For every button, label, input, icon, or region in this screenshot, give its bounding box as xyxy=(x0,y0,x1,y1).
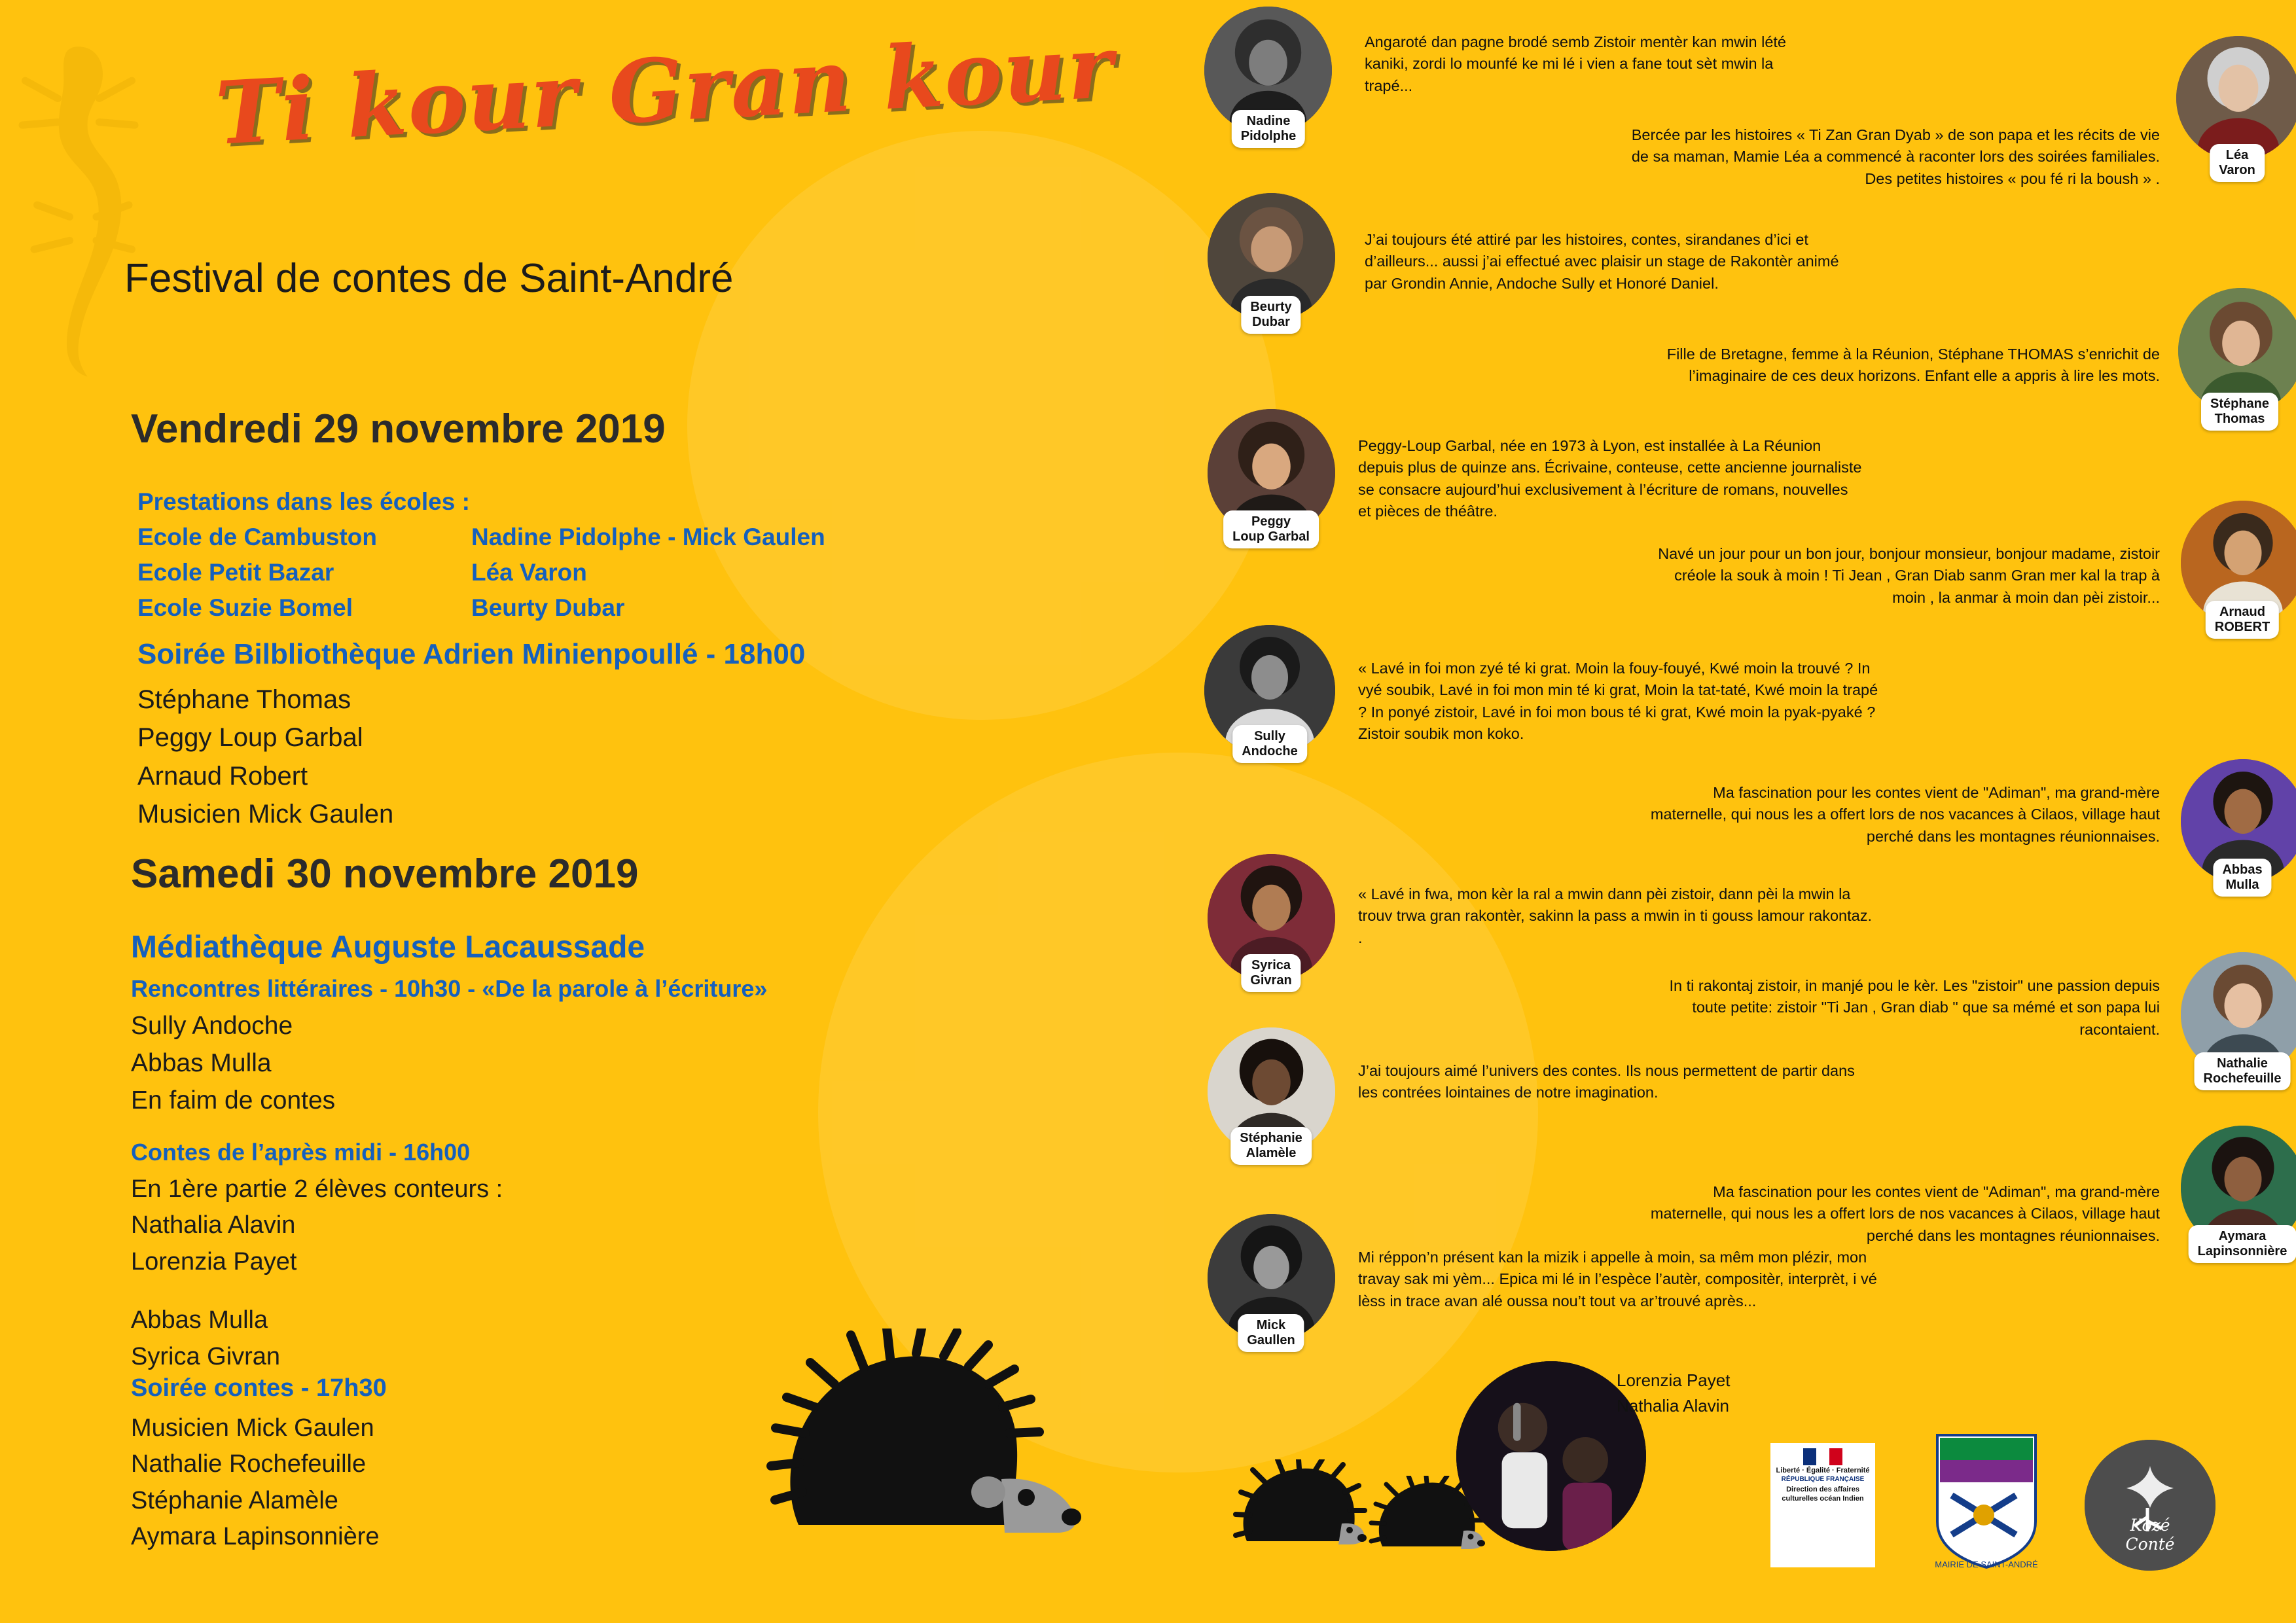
koze-conte-text xyxy=(2085,1516,2215,1554)
literary-meetings-label: Rencontres littéraires - 10h30 - «De la parole à l’écriture» xyxy=(131,975,768,1002)
caption-line-2: Mulla xyxy=(2225,878,2259,892)
quote-syrica-givran: « Lavé in fwa, mon kèr la ral a mwin dann pèi zistoir, dann pèi la mwin la trouv trwa gran rakontèr, sakinn la pass a mwin in ti gouss lamour rakontaz. . xyxy=(1358,885,1873,946)
caption-line-2: Gaullen xyxy=(1247,1333,1295,1347)
poster-title: Ti kour Gran kour xyxy=(213,16,1117,165)
caption-line-2: Rochefeuille xyxy=(2203,1071,2282,1086)
quote-lea-varon: Bercée par les histoires « Ti Zan Gran Dyab » de son papa et les récits de vie de sa maman, Mamie Léa a commencé à raconter lors des soirées familiales. Des petites histoires « pou fé ri la boush » . xyxy=(1631,126,2160,187)
caption-line-2: Andoche xyxy=(1242,744,1298,758)
school-artists: Beurty Dubar xyxy=(471,594,625,622)
caption-line-1: Aymara xyxy=(2218,1229,2267,1243)
artist-line: En faim de contes xyxy=(131,1086,336,1115)
quote-abbas-mulla: Ma fascination pour les contes vient de "Adiman", ma grand-mère maternelle, qui nous les a offert lors de nos vacances à Cilaos, village haut perché dans les montagnes réunionnaises. xyxy=(1650,784,2160,845)
caption-line-1: Stéphane xyxy=(2210,397,2270,411)
artist-line: Nathalie Rochefeuille xyxy=(131,1450,367,1478)
caption-line-1: Peggy xyxy=(1251,514,1291,529)
poster-subtitle: Festival de contes de Saint-André xyxy=(124,256,734,301)
caption-line-2: ROBERT xyxy=(2214,620,2270,634)
library-evening-label: Soirée Bilbliothèque Adrien Minienpoullé - 18h00 xyxy=(137,638,806,670)
caption-line-1: Nathalie xyxy=(2217,1056,2268,1071)
artist-line: Stéphane Thomas xyxy=(137,685,351,714)
caption-line-1: Beurty xyxy=(1250,300,1292,314)
crest-caption: MAIRIE DE SAINT-ANDRÉ xyxy=(1935,1560,2038,1569)
french-flag-icon xyxy=(1803,1448,1842,1465)
rf-motto: Liberté · Égalité · Fraternité xyxy=(1776,1467,1870,1474)
portrait-caption-syrica-givran xyxy=(1241,954,1300,992)
library-evening-lines xyxy=(137,681,923,834)
portrait-caption-peggy-loup-garbal xyxy=(1223,510,1319,548)
school-name: Ecole Suzie Bomel xyxy=(137,594,353,622)
quote-arnaud-robert: Navé un jour pour un bon jour, bonjour monsieur, bonjour madame, zistoir créole la souk à moin ! Ti Jean , Gran Diab sanm Gran mer kal la trap à moin , la anmar à moin dan pèi zistoir... xyxy=(1658,545,2160,606)
caption-line-1: Arnaud xyxy=(2219,605,2265,619)
schools-block xyxy=(137,484,1119,626)
portrait-caption-abbas-mulla xyxy=(2213,859,2271,897)
quote-stephanie-alamele: J’ai toujours aimé l’univers des contes. Ils nous permettent de partir dans les contrées lointaines de notre imagination. xyxy=(1358,1062,1855,1101)
koze-line-2: Conté xyxy=(2125,1535,2175,1554)
artist-line: En 1ère partie 2 élèves conteurs : xyxy=(131,1175,503,1203)
caption-line-1: Sully xyxy=(1254,729,1285,743)
caption-line-2: Thomas xyxy=(2214,412,2265,426)
quote-mick-gaullen: Mi réppon’n présent kan la mizik i appelle à moin, sa mêm mon plézir, mon travay sak mi yèm... Epica mi lé in l’espèce l’autèr, compositèr, interprèt, i vé lèss in trace avan alé oussa nou’t tout va ar’trouvé après... xyxy=(1358,1249,1877,1310)
artist-line: Peggy Loup Garbal xyxy=(137,723,363,753)
school-name: Ecole de Cambuston xyxy=(137,524,377,551)
portrait-lea-varon xyxy=(2176,36,2296,160)
quote-beurty-dubar: J’ai toujours été attiré par les histoires, contes, sirandanes d’ici et d’ailleurs... aussi j’ai effectué avec plaisir un stage de Rakontèr animé par Grondin Annie, Andoche Sully et Honoré Daniel. xyxy=(1365,231,1839,292)
caption-line-2: Lapinsonnière xyxy=(2197,1244,2287,1258)
school-artists: Nadine Pidolphe - Mick Gaulen xyxy=(471,524,825,551)
portrait-caption-mick-gaullen xyxy=(1238,1314,1304,1352)
logo-republique-francaise xyxy=(1770,1443,1875,1567)
caption-line-2: Varon xyxy=(2219,163,2255,177)
portrait-caption-beurty-dubar xyxy=(1241,296,1300,334)
day-heading-saturday: Samedi 30 novembre 2019 xyxy=(131,851,639,897)
caption-line-2: Givran xyxy=(1250,973,1292,988)
portrait-caption-stephane-thomas xyxy=(2201,393,2278,431)
artist-line: Syrica Givran xyxy=(131,1342,281,1370)
koze-line-1: Kozé xyxy=(2130,1516,2170,1535)
artist-line: Sully Andoche xyxy=(131,1012,293,1040)
caption-line-2: Dubar xyxy=(1252,315,1290,329)
artist-line: Stéphanie Alamèle xyxy=(131,1486,338,1514)
caption-line-1: Syrica xyxy=(1251,958,1291,972)
caption-line-1: Nadine xyxy=(1246,114,1291,128)
artist-line: Musicien Mick Gaulen xyxy=(131,1414,374,1442)
evening-tales-label: Soirée contes - 17h30 xyxy=(131,1374,387,1402)
caption-line-1: Mick xyxy=(1256,1318,1286,1332)
venue-mediatheque: Médiathèque Auguste Lacaussade xyxy=(131,930,645,965)
portrait-caption-arnaud-robert xyxy=(2206,601,2279,639)
hedgehog-illustration-large xyxy=(753,1329,1093,1544)
quote-stephane-thomas: Fille de Bretagne, femme à la Réunion, Stéphane THOMAS s’enrichit de l’imaginaire de ces deux horizons. Enfant elle a appris à lire les mots. xyxy=(1666,346,2160,385)
caption-line-2: Loup Garbal xyxy=(1232,529,1310,544)
portrait-caption-nathalie-rochefeuille xyxy=(2195,1052,2291,1090)
portrait-caption-stephanie-alamele xyxy=(1230,1127,1312,1165)
logo-koze-conte xyxy=(2085,1440,2215,1571)
artist-line: Aymara Lapinsonnière xyxy=(131,1523,380,1551)
portrait-caption-nadine-pidolphe xyxy=(1232,110,1305,148)
quote-aymara-lapinsonniere: Ma fascination pour les contes vient de "Adiman", ma grand-mère maternelle, qui nous les a offert lors de nos vacances à Cilaos, village haut perché dans les montagnes réunionnaises. xyxy=(1650,1183,2160,1244)
caption-line-1: Stéphanie xyxy=(1240,1131,1302,1145)
caption-line-1: Abbas xyxy=(2222,863,2263,877)
stage-name: Nathalia Alavin xyxy=(1617,1396,1729,1416)
artist-line: Abbas Mulla xyxy=(131,1306,268,1334)
caption-line-1: Léa xyxy=(2225,148,2249,162)
artist-line: Lorenzia Payet xyxy=(131,1247,297,1275)
schools-label: Prestations dans les écoles : xyxy=(137,488,470,515)
caption-line-2: Alamèle xyxy=(1246,1146,1297,1160)
quote-sully-andoche: « Lavé in foi mon zyé té ki grat. Moin la fouy-fouyé, Kwé moin la trouvé ? In vyé soubik, Lavé in foi mon min té ki grat, Moin la tat-taté, Kwé moin la trapé ? In ponyé zistoir, Lavé in foi mon bous té ki grat, Kwé moin la pyak-pyaké ? Zistoir soubik mon koko. xyxy=(1358,660,1878,743)
artist-line: Nathalia Alavin xyxy=(131,1211,296,1240)
stage-name: Lorenzia Payet xyxy=(1617,1370,1731,1390)
stage-names xyxy=(1617,1368,1730,1419)
school-name: Ecole Petit Bazar xyxy=(137,559,334,586)
artist-line: Musicien Mick Gaulen xyxy=(137,800,394,829)
rf-text: Direction des affaires culturelles océan Indien xyxy=(1782,1486,1864,1503)
spacer xyxy=(131,1280,916,1302)
artist-line: Abbas Mulla xyxy=(131,1048,272,1077)
afternoon-tales-label: Contes de l’après midi - 16h00 xyxy=(131,1139,471,1166)
portrait-caption-lea-varon xyxy=(2210,144,2265,182)
caption-line-2: Pidolphe xyxy=(1240,129,1297,143)
artist-line: Arnaud Robert xyxy=(137,761,308,791)
logo-mairie-saint-andre xyxy=(1918,1430,2055,1571)
day-heading-friday: Vendredi 29 novembre 2019 xyxy=(131,406,666,452)
school-artists: Léa Varon xyxy=(471,559,587,586)
rf-title: RÉPUBLIQUE FRANÇAISE xyxy=(1781,1476,1865,1483)
quote-nadine-pidolphe: Angaroté dan pagne brodé semb Zistoir mentèr kan mwin lété kaniki, zordi lo mounfé ke mi lé i vien a fane tout sèt mwin la trapé... xyxy=(1365,33,1786,94)
quote-peggy-loup-garbal: Peggy-Loup Garbal, née en 1973 à Lyon, est installée à La Réunion depuis plus de quinze ans. Écrivaine, conteuse, cette ancienne journaliste se consacre aujourd’hui exclusivement à l’écriture de romans, nouvelles et pièces de théâtre. xyxy=(1358,437,1862,520)
portrait-caption-sully-andoche xyxy=(1232,725,1307,763)
literary-meetings-lines xyxy=(131,1008,916,1120)
quote-nathalie-rochefeuille: In ti rakontaj zistoir, in manjé pou le kèr. Les "zistoir" une passion depuis toute petite: zistoir "Ti Jan , Gran diab " que sa mémé et son papa lui racontaient. xyxy=(1669,977,2160,1038)
portrait-caption-aymara-lapinsonniere xyxy=(2189,1225,2296,1263)
poster-right-column xyxy=(1224,0,2296,1623)
